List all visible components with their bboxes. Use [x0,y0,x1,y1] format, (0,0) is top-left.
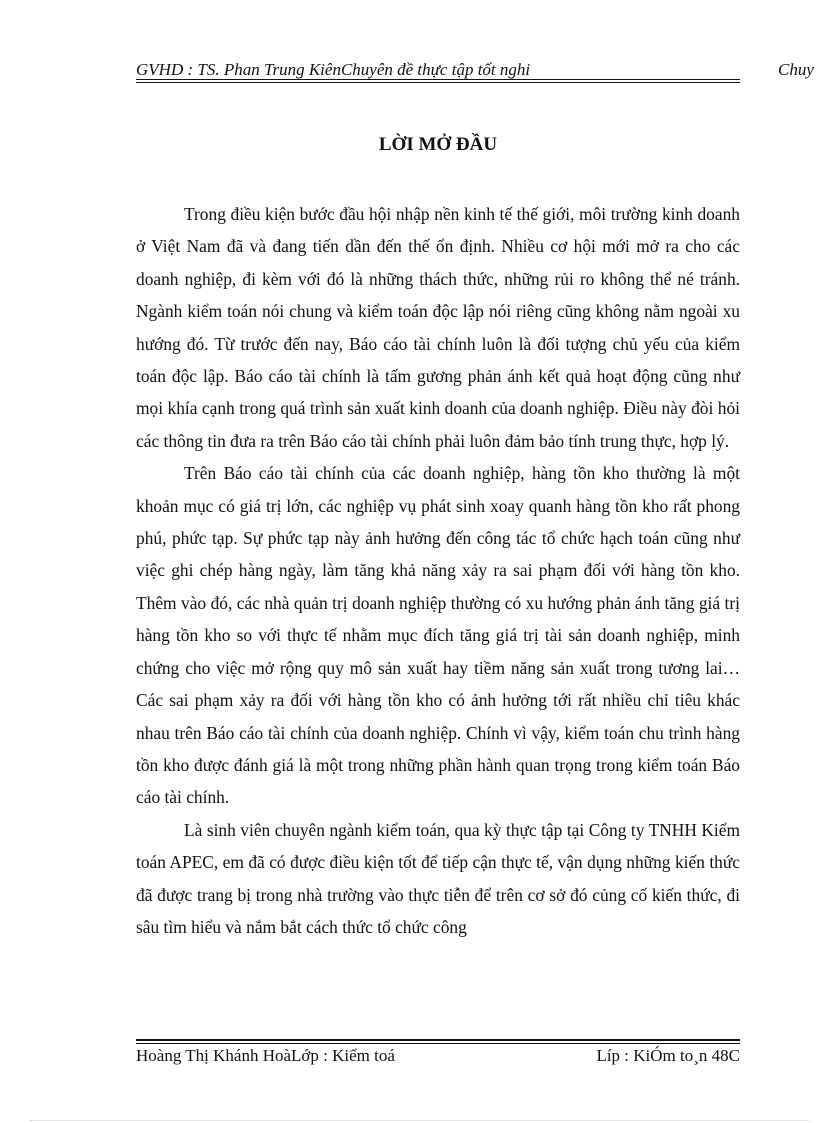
paragraph-3: Là sinh viên chuyên ngành kiểm toán, qua kỳ thực tập tại Công ty TNHH Kiểm toán APEC, em đã có được điều kiện tốt để tiếp cận thực tế, vận dụng những kiến thức đã được trang bị trong nhà trường vào thực tiễn để trên cơ sở đó củng cố kiến thức, đi sâu tìm hiểu và nắm bắt cách thức tổ chức công [136,819,740,937]
footer-rule-bottom [136,1043,740,1044]
footer-left-text: Hoàng Thị Khánh HoàLớp : Kiểm toá [136,1046,395,1065]
header-left-text: GVHD : TS. Phan Trung KiênChuyên đề thực tập tốt nghi [136,60,531,79]
page-title: LỜI MỞ ĐẦU [378,134,498,155]
paragraph-1: Trong điều kiện bước đầu hội nhập nền kinh tế thế giới, môi trường kinh doanh ở Việt Nam đã và đang tiến dần đến thế ổn định. Nhiều cơ hội mới mở ra cho các doanh nghiệp, đi kèm với đó là những thách thức, những rủi ro không thể né tránh. Ngành kiểm toán nói chung và kiểm toán độc lập nói riêng cũng không nằm ngoài xu hướng đó. Từ trước đến nay, Báo cáo tài chính luôn là đối tượng chủ yếu của kiểm toán độc lập. Báo cáo tài chính là tấm gương phản ánh kết quả hoạt động cũng như mọi khía cạnh trong quá trình sản xuất kinh doanh của doanh nghiệp. Điều này đòi hỏi các thông tin đưa ra trên Báo cáo tài chính phải luôn đảm bảo tính trung thực, hợp lý. [136,204,740,451]
body-text [136,198,740,943]
page-bottom-edge [30,1120,810,1121]
header-rule-top [136,79,740,80]
footer-right-text: Líp : KiÓm to¸n 48C [596,1046,740,1065]
header-right-text: Chuy [778,60,814,79]
header-rule-bottom [136,82,740,83]
footer-rule-top [136,1039,740,1041]
paragraph-2: Trên Báo cáo tài chính của các doanh nghiệp, hàng tồn kho thường là một khoản mục có giá trị lớn, các nghiệp vụ phát sinh xoay quanh hàng tồn kho rất phong phú, phức tạp. Sự phức tạp này ảnh hưởng đến công tác tổ chức hạch toán cũng như việc ghi chép hàng ngày, làm tăng khả năng xảy ra sai phạm đối với hàng tồn kho. Thêm vào đó, các nhà quản trị doanh nghiệp thường có xu hướng phản ánh tăng giá trị hàng tồn kho so với thực tế nhằm mục đích tăng giá trị tài sản doanh nghiệp, minh chứng cho việc mở rộng quy mô sản xuất hay tiềm năng sản xuất trong tương lai… Các sai phạm xảy ra đối với hàng tồn kho có ảnh hưởng tới rất nhiều chỉ tiêu khác nhau trên Báo cáo tài chính của doanh nghiệp. Chính vì vậy, kiểm toán chu trình hàng tồn kho được đánh giá là một trong những phần hành quan trọng trong kiểm toán Báo cáo tài chính. [136,463,740,808]
page-footer [136,1045,740,1069]
